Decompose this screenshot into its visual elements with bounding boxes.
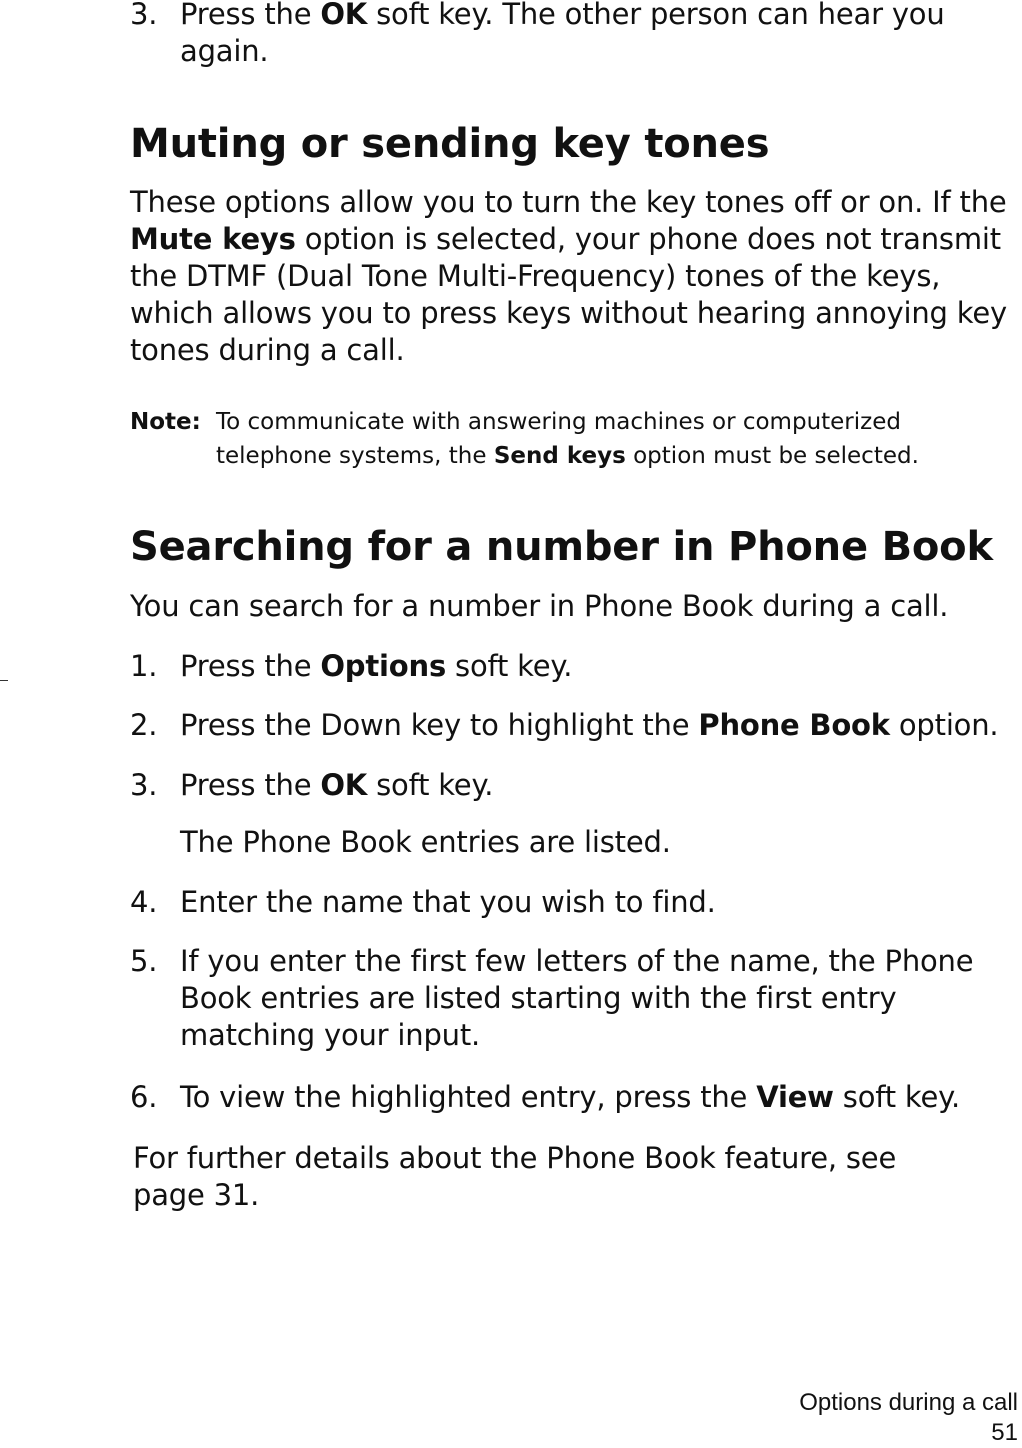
ok-key-label: OK	[320, 768, 368, 802]
page-footer	[799, 1388, 1018, 1448]
step-text: Press the Options soft key.	[180, 649, 573, 683]
step-text: To view the highlighted entry, press the View soft key.	[180, 1080, 960, 1114]
note-label: Note:	[130, 409, 201, 435]
muting-paragraph: These options allow you to turn the key tones off or on. If the Mute keys option is selected, your phone does not transmit the DTMF (Dual Tone Multi-Frequency) tones of the keys, which allows you to press keys without hearing annoying key tones during a call.	[130, 185, 1007, 367]
step-number: 4.	[130, 885, 158, 919]
section-heading-muting: Muting or sending key tones	[130, 121, 770, 167]
step-number: 1.	[130, 649, 158, 683]
section-heading-searching: Searching for a number in Phone Book	[130, 524, 993, 570]
note-text: To communicate with answering machines or computerized telephone systems, the Send keys option must be selected.	[216, 409, 919, 469]
options-key-label: Options	[320, 649, 447, 683]
step-number: 3.	[130, 768, 158, 802]
closing-paragraph: For further details about the Phone Book feature, see page 31.	[133, 1141, 897, 1212]
step-text: Press the Down key to highlight the Phone Book option.	[180, 708, 999, 742]
step-number: 2.	[130, 708, 158, 742]
search-intro: You can search for a number in Phone Book during a call.	[130, 589, 949, 623]
step-number: 5.	[130, 944, 158, 978]
step-followup-text: The Phone Book entries are listed.	[180, 825, 671, 859]
phone-book-option-label: Phone Book	[698, 708, 890, 742]
step-text: Press the OK soft key. The other person can hear you again.	[180, 0, 1010, 70]
step-number: 6.	[130, 1080, 158, 1114]
page-number: 51	[991, 1419, 1018, 1446]
step-text: If you enter the first few letters of the name, the Phone Book entries are listed starting with the first entry matching your input.	[180, 944, 974, 1052]
step-text: Enter the name that you wish to find.	[180, 885, 716, 919]
mute-keys-label: Mute keys	[130, 222, 296, 256]
step-text: Press the OK soft key.	[180, 768, 494, 802]
view-key-label: View	[756, 1080, 834, 1114]
margin-mark	[0, 680, 8, 681]
send-keys-label: Send keys	[493, 443, 626, 469]
ok-key-label: OK	[320, 0, 368, 31]
footer-section-title: Options during a call	[799, 1389, 1018, 1416]
step-number: 3.	[130, 0, 158, 31]
